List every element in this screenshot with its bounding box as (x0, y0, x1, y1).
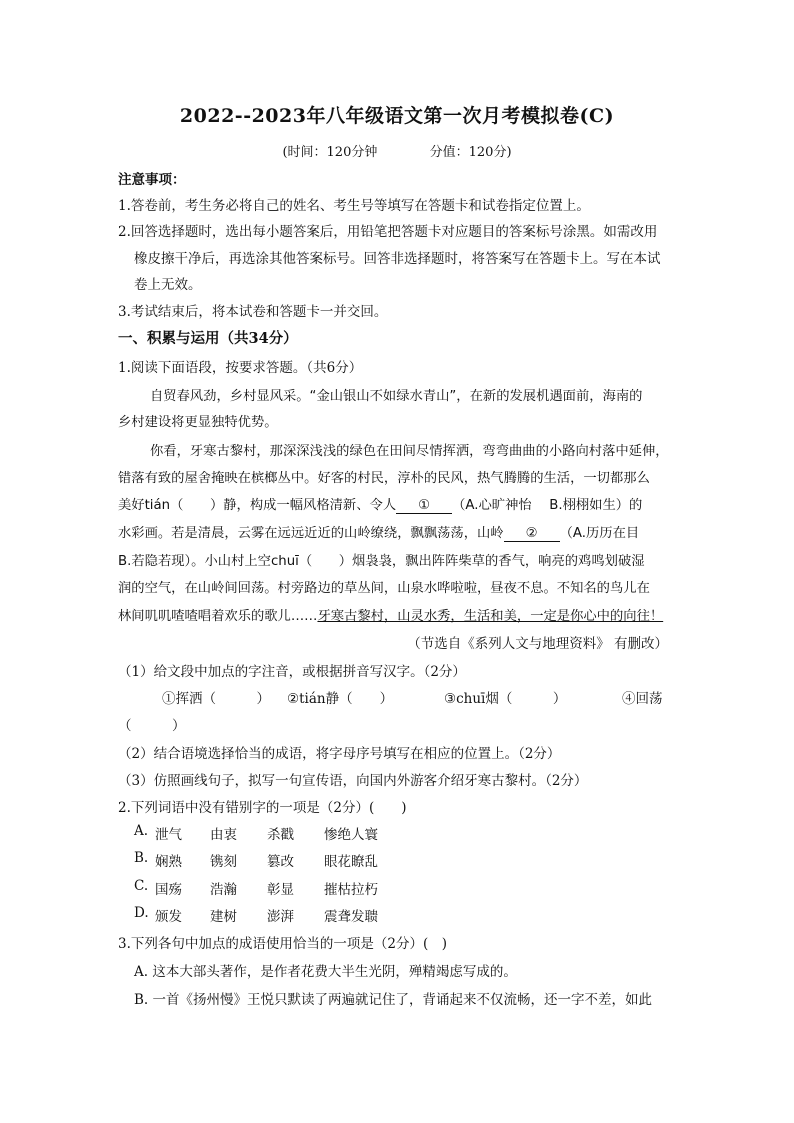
passage-text: （A.心旷神怡 B.栩栩如生）的 (452, 498, 643, 513)
passage-line (118, 605, 663, 624)
exam-meta (0, 141, 794, 160)
option-letter: D. (134, 905, 149, 921)
option-word: 澎湃 (267, 909, 294, 925)
option-word: 国殇 (155, 882, 182, 898)
passage-text: 水彩画。若是清晨，云雾在远远近近的山岭缭绕，飘飘荡荡，山岭 (118, 526, 504, 541)
underlined-sentence: 牙寒古黎村，山灵水秀，生活和美，一定是你心中的向往！ (317, 609, 664, 624)
option-word: 眼花瞭乱 (324, 854, 378, 870)
notice-item: 2.回答选择题时，选出每小题答案后，用铅笔把答题卡对应题目的答案标号涂黑。如需改用 (118, 224, 658, 240)
passage-source: （节选自《系列人文与地理资料》 有删改） (407, 636, 668, 652)
page-title: 2022--2023年八年级语文第一次月考模拟卷(C) (179, 105, 615, 127)
answer-blank-2[interactable]: ② (504, 526, 560, 542)
option-b: B. 一首《扬州慢》王悦只默读了两遍就记住了，背诵起来不仅流畅，还一字不差，如此 (134, 992, 653, 1008)
pinyin-item: ①挥洒（ ） (162, 691, 270, 707)
option-word: 建树 (210, 909, 237, 925)
passage-line: B.若隐若现）。小山村上空chuī（ ）烟袅袅，飘出阵阵柴草的香气，响亮的鸡鸣划破湿 (118, 554, 645, 569)
notice-item: 3.考试结束后，将本试卷和答题卡一并交回。 (118, 304, 388, 320)
notice-item: 橡皮擦干净后，再选涂其他答案标号。回答非选择题时，将答案写在答题卡上。写在本试 (134, 251, 661, 267)
question-stem: 1.阅读下面语段，按要求答题。（共6分） (118, 360, 363, 376)
passage-line: 自贸春风劲，乡村显风采。“金山银山不如绿水青山”，在新的发展机遇面前，海南的 (150, 389, 643, 404)
option-letter: C. (134, 878, 149, 894)
passage-text: （A.历历在目 (559, 526, 640, 541)
option-word: 篡改 (267, 854, 294, 870)
question-stem: 2.下列词语中没有错别字的一项是（2分）( ) (118, 800, 407, 816)
question-stem: 3.下列各句中加点的成语使用恰当的一项是（2分）( ) (118, 936, 448, 952)
option-word: 由衷 (210, 827, 237, 843)
pinyin-blank: （ ） (118, 718, 186, 734)
sub-question: （1）给文段中加点的字注音，或根据拼音写汉字。（2分） (118, 664, 466, 680)
exam-time: (时间：120分钟 (282, 145, 378, 160)
option-word: 杀戳 (267, 827, 294, 843)
passage-line (118, 522, 639, 542)
notice-heading: 注意事项： (118, 172, 186, 188)
option-a: A. 这本大部头著作，是作者花费大半生光阴，殚精竭虑写成的。 (134, 964, 517, 980)
notice-item: 卷上无效。 (134, 277, 202, 293)
option-word: 惨绝人寰 (324, 827, 378, 843)
option-letter: B. (134, 850, 149, 866)
option-letter: A. (134, 823, 149, 839)
option-word: 泄气 (155, 827, 182, 843)
passage-line: 润的空气，在山岭间回荡。村旁路边的草丛间，山泉水哗啦啦，昼夜不息。不知名的鸟儿在 (118, 581, 650, 596)
passage-line: 乡村建设将更显独特优势。 (118, 415, 278, 430)
passage-line (118, 494, 642, 514)
sub-question: （2）结合语境选择恰当的成语，将字母序号填写在相应的位置上。（2分） (118, 746, 561, 762)
sub-question: （3）仿照画线句子，拟写一句宣传语，向国内外游客介绍牙寒古黎村。（2分） (118, 773, 588, 789)
option-word: 彰显 (267, 882, 294, 898)
option-word: 摧枯拉朽 (324, 882, 378, 898)
passage-line: 错落有致的屋舍掩映在槟榔丛中。好客的村民，淳朴的民风，热气腾腾的生活，一切都那么 (118, 471, 650, 486)
passage-text: 林间叽叽喳喳唱着欢乐的歌儿…… (118, 609, 318, 624)
option-word: 浩瀚 (210, 882, 237, 898)
passage-line: 你看，牙寒古黎村，那深深浅浅的绿色在田间尽情挥洒，弯弯曲曲的小路向村落中延伸， (150, 444, 669, 459)
pinyin-item: ④回荡 (622, 691, 663, 707)
pinyin-item: ③chuī烟（ ） (444, 691, 567, 707)
passage-text: 美好tián（ ）静，构成一幅风格清新、令人 (118, 498, 397, 513)
notice-item: 1.答卷前，考生务必将自己的姓名、考生号等填写在答题卡和试卷指定位置上。 (118, 198, 590, 214)
option-word: 颁发 (155, 909, 182, 925)
exam-score: 分值：120分) (429, 145, 512, 160)
section-heading: 一、积累与运用（共34分） (118, 330, 298, 347)
option-word: 震聋发聩 (324, 909, 378, 925)
pinyin-item: ②tián静（ ） (287, 691, 394, 707)
option-word: 镌刻 (210, 854, 237, 870)
option-word: 娴熟 (155, 854, 182, 870)
answer-blank-1[interactable]: ① (396, 498, 452, 514)
